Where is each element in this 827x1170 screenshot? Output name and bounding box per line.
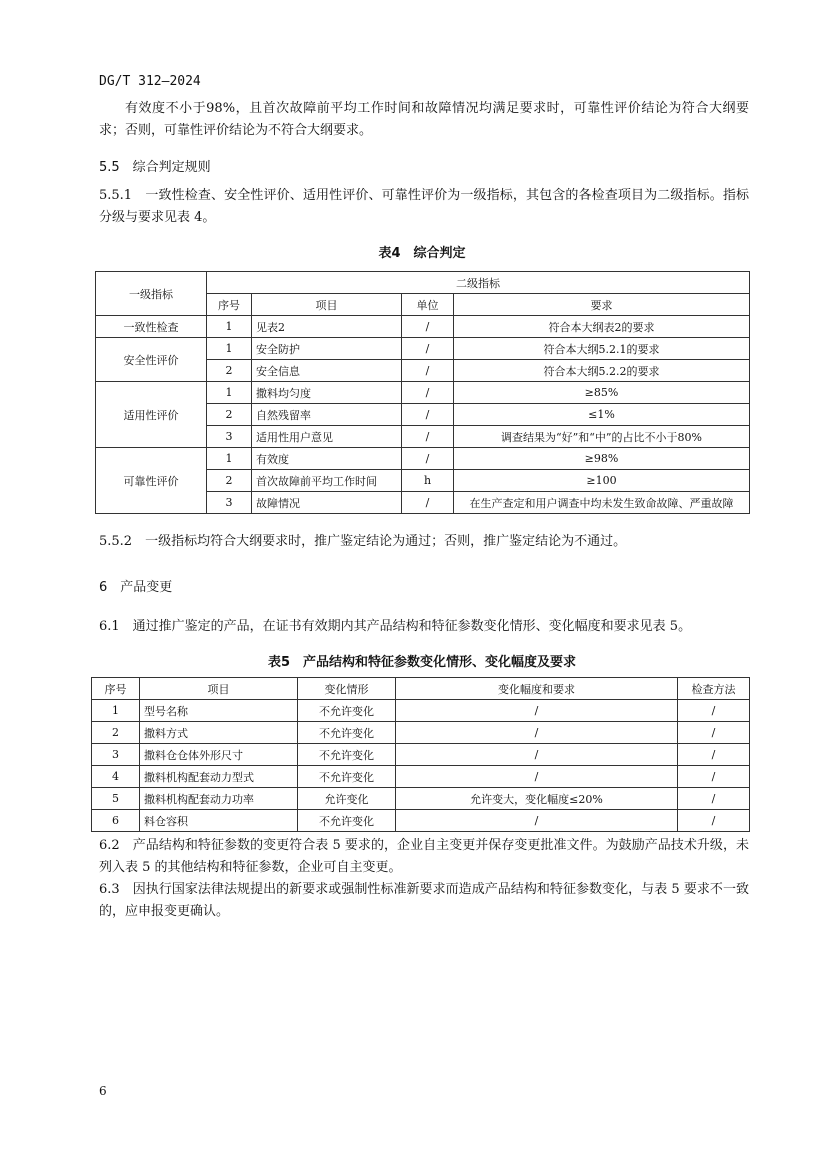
table5-cell-change-case: 不允许变化	[298, 810, 396, 832]
table5-cell-check-method: /	[678, 722, 750, 744]
table5-cell-change-range: 允许变大，变化幅度≤20%	[396, 788, 678, 810]
table4-group-name: 适用性评价	[96, 382, 207, 448]
table5-cell-check-method: /	[678, 744, 750, 766]
table4-cell-requirement: ≥98%	[454, 448, 750, 470]
table5-cell-item: 撒料机构配套动力功率	[140, 788, 298, 810]
table4-header-level1: 一级指标	[96, 272, 207, 316]
table4-cell-no: 1	[207, 316, 252, 338]
table5-cell-no: 2	[92, 722, 140, 744]
document-id: DG/T 312—2024	[99, 74, 201, 89]
table5-cell-change-range: /	[396, 744, 678, 766]
table4-cell-item: 故障情况	[252, 492, 402, 514]
table4-cell-unit: /	[402, 382, 454, 404]
table4-cell-unit: /	[402, 338, 454, 360]
table4-cell-requirement: 符合本大纲5.2.1的要求	[454, 338, 750, 360]
table5-cell-change-range: /	[396, 766, 678, 788]
table4-cell-unit: h	[402, 470, 454, 492]
table-row	[96, 382, 750, 404]
table5-cell-change-case: 不允许变化	[298, 722, 396, 744]
table5-cell-check-method: /	[678, 766, 750, 788]
table4-cell-no: 2	[207, 360, 252, 382]
table4-cell-requirement: 调查结果为“好”和“中”的占比不小于80%	[454, 426, 750, 448]
table4-header-item: 项目	[252, 294, 402, 316]
table4-group-name: 可靠性评价	[96, 448, 207, 514]
table5-cell-check-method: /	[678, 810, 750, 832]
table4-cell-item: 首次故障前平均工作时间	[252, 470, 402, 492]
clause-5-5-1: 5.5.1 一致性检查、安全性评价、适用性评价、可靠性评价为一级指标，其包含的各检查项目为二级指标。指标分级与要求见表 4。	[99, 188, 749, 225]
table5-cell-item: 型号名称	[140, 700, 298, 722]
table4-cell-no: 1	[207, 448, 252, 470]
clause-5-5-2: 5.5.2 一级指标均符合大纲要求时，推广鉴定结论为通过；否则，推广鉴定结论为不通过。	[99, 534, 627, 549]
table-4-caption: 表4 综合判定	[378, 246, 466, 261]
table4-cell-requirement: ≤1%	[454, 404, 750, 426]
table4-cell-requirement: 符合本大纲5.2.2的要求	[454, 360, 750, 382]
table5-header-no: 序号	[92, 678, 140, 700]
table4-cell-unit: /	[402, 448, 454, 470]
table-5-caption: 表5 产品结构和特征参数变化情形、变化幅度及要求	[267, 655, 577, 670]
table5-cell-item: 撒料方式	[140, 722, 298, 744]
table-row	[92, 722, 750, 744]
table4-group-name: 安全性评价	[96, 338, 207, 382]
table4-cell-requirement: ≥85%	[454, 382, 750, 404]
table5-cell-item: 撒料机构配套动力型式	[140, 766, 298, 788]
table-4	[95, 271, 750, 514]
table-row	[92, 788, 750, 810]
table5-cell-item: 料仓容积	[140, 810, 298, 832]
table5-cell-change-range: /	[396, 722, 678, 744]
section-5-5-heading: 5.5 综合判定规则	[99, 160, 211, 175]
page-number: 6	[99, 1084, 107, 1098]
table4-cell-requirement: ≥100	[454, 470, 750, 492]
table4-cell-item: 自然残留率	[252, 404, 402, 426]
table4-cell-unit: /	[402, 360, 454, 382]
section-6-heading: 6 产品变更	[99, 580, 173, 595]
table5-cell-check-method: /	[678, 700, 750, 722]
table-row	[96, 316, 750, 338]
table5-cell-change-range: /	[396, 700, 678, 722]
table4-cell-item: 适用性用户意见	[252, 426, 402, 448]
clause-6-1: 6.1 通过推广鉴定的产品，在证书有效期内其产品结构和特征参数变化情形、变化幅度和要求见表 5。	[99, 619, 692, 634]
table4-cell-requirement: 在生产查定和用户调查中均未发生致命故障、严重故障	[454, 492, 750, 514]
table4-cell-requirement: 符合本大纲表2的要求	[454, 316, 750, 338]
table5-cell-no: 5	[92, 788, 140, 810]
table4-header-unit: 单位	[402, 294, 454, 316]
table4-cell-no: 1	[207, 338, 252, 360]
table-row	[92, 766, 750, 788]
table5-cell-change-case: 不允许变化	[298, 744, 396, 766]
table-row	[96, 448, 750, 470]
table5-header-change-case: 变化情形	[298, 678, 396, 700]
table-row	[92, 700, 750, 722]
table5-cell-change-case: 不允许变化	[298, 766, 396, 788]
table5-header-check-method: 检查方法	[678, 678, 750, 700]
table4-cell-no: 3	[207, 492, 252, 514]
table-5	[91, 677, 750, 832]
table4-cell-item: 安全防护	[252, 338, 402, 360]
table4-cell-item: 有效度	[252, 448, 402, 470]
table4-cell-item: 安全信息	[252, 360, 402, 382]
table5-cell-item: 撒料仓仓体外形尺寸	[140, 744, 298, 766]
table-row	[92, 810, 750, 832]
table4-header-no: 序号	[207, 294, 252, 316]
table4-group-name: 一致性检查	[96, 316, 207, 338]
table4-cell-no: 2	[207, 470, 252, 492]
table4-cell-item: 撒料均匀度	[252, 382, 402, 404]
table5-header-item: 项目	[140, 678, 298, 700]
table4-header-level2: 二级指标	[207, 272, 750, 294]
clause-6-2: 6.2 产品结构和特征参数的变更符合表 5 要求的，企业自主变更并保存变更批准文件。为鼓励产品技术升级，未列入表 5 的其他结构和特征参数，企业可自主变更。	[99, 838, 749, 875]
table5-cell-no: 1	[92, 700, 140, 722]
table5-cell-no: 3	[92, 744, 140, 766]
table4-cell-unit: /	[402, 316, 454, 338]
table5-header-change-range: 变化幅度和要求	[396, 678, 678, 700]
table4-cell-unit: /	[402, 426, 454, 448]
table5-cell-check-method: /	[678, 788, 750, 810]
table5-cell-change-case: 允许变化	[298, 788, 396, 810]
table4-cell-no: 1	[207, 382, 252, 404]
table4-cell-unit: /	[402, 404, 454, 426]
table4-cell-no: 3	[207, 426, 252, 448]
table-row	[96, 338, 750, 360]
table5-cell-change-case: 不允许变化	[298, 700, 396, 722]
reliability-conclusion-paragraph: 有效度不小于98%，且首次故障前平均工作时间和故障情况均满足要求时，可靠性评价结论为符合大纲要求；否则，可靠性评价结论为不符合大纲要求。	[99, 101, 749, 138]
table4-cell-unit: /	[402, 492, 454, 514]
table4-cell-no: 2	[207, 404, 252, 426]
clause-6-3: 6.3 因执行国家法律法规提出的新要求或强制性标准新要求而造成产品结构和特征参数变化，与表 5 要求不一致的，应申报变更确认。	[99, 882, 749, 919]
table-row	[92, 744, 750, 766]
table5-cell-no: 6	[92, 810, 140, 832]
table4-cell-item: 见表2	[252, 316, 402, 338]
table5-cell-no: 4	[92, 766, 140, 788]
table5-cell-change-range: /	[396, 810, 678, 832]
table4-header-requirement: 要求	[454, 294, 750, 316]
